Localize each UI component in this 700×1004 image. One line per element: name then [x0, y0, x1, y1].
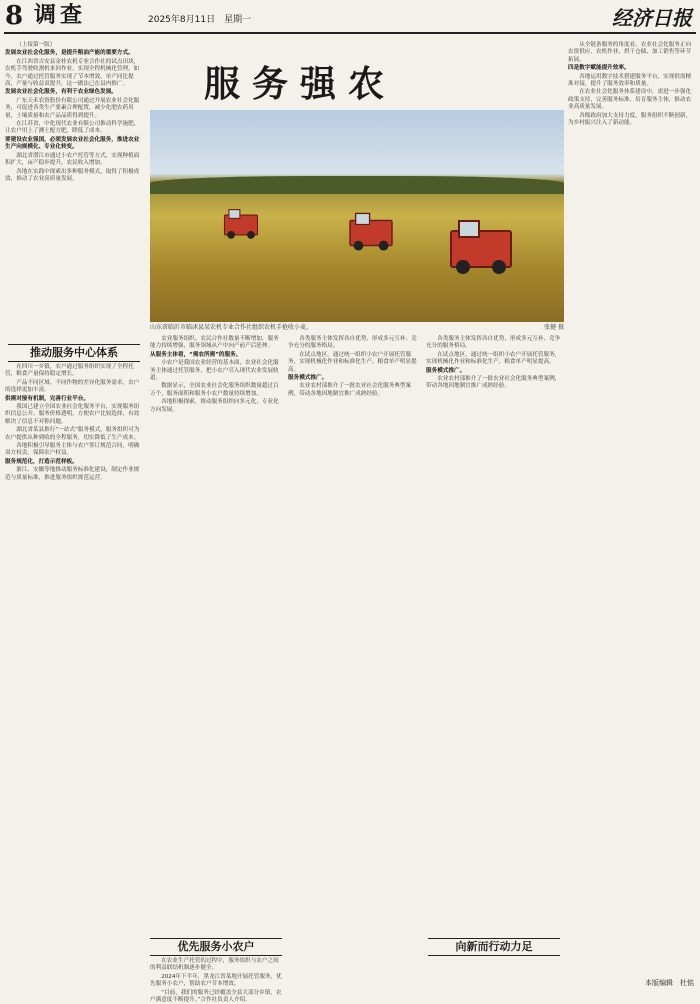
column-2b [150, 958, 282, 1004]
paragraph: 在试点地区，通过统一组织小农户开展托管服务，实现机械化作业和标准化生产，粮食单产明显提高。 [288, 351, 417, 373]
page-number: 8 [5, 1, 24, 31]
paragraph: 在四川一乡镇，农户通过服务组织实现了全程托管，粮食产量保持稳定增长。 [5, 364, 134, 378]
column-4 [426, 336, 562, 936]
paragraph: 各地运用数字技术搭建服务平台，实现供需精准对接，提升了服务效率和质量。 [568, 73, 692, 88]
paragraph: 各地积极引导服务主体与农户签订规范合同，明确双方权责，保障农户权益。 [5, 443, 140, 457]
column-3 [288, 336, 420, 986]
caption-text: 山东省临沂市临沭县某农机专业合作社组织农机手抢收小麦。 [150, 324, 313, 331]
paragraph-subhead: 服务模式推广。 [288, 375, 328, 382]
paragraph-subhead: 发展农业社会化服务，是提升粮油产能的重要方式。 [5, 50, 134, 57]
paragraph: 湖北省某县推行“一站式”服务模式，服务组织可为农户提供从种到收的全程服务，切实降低了生产成本。 [5, 427, 140, 441]
paragraph: 小农户是我国农业经营的基本面，农业社会化服务主体通过托管服务，把小农户引入现代农业发展轨道。 [150, 360, 279, 382]
header-rule [4, 32, 696, 34]
paragraph: 在试点地区，通过统一组织小农户开展托管服务，实现机械化作业和标准化生产，粮食单产明显提高。 [426, 351, 561, 366]
paragraph: 各类服务主体发挥各自优势，形成多元互补、竞争充分的服务格局。 [426, 336, 561, 350]
column-2 [150, 336, 282, 936]
paragraph: 各地积极探索，推动服务组织向多元化、专业化方向发展。 [150, 399, 279, 413]
paragraph: 各级政府加大支持力度，服务组织不断创新，为乡村振兴注入了新动能。 [568, 112, 692, 127]
paragraph-subhead: 四是数字赋能提升效率。 [568, 65, 630, 72]
column-5 [568, 42, 696, 972]
paragraph: 农业农村部推介了一批农业社会化服务典型案例，带动各地因地制宜推广成熟经验。 [288, 383, 412, 397]
paragraph: 我国已建立全国农业社会化服务平台，实现服务组织信息公开、服务价格透明，方便农户比较选择，有效解决了信息不对称问题。 [5, 404, 140, 425]
paragraph: “目前，我们的服务已经覆盖全县大部分乡镇，农户满意度不断提升。”合作社负责人介绍。 [150, 989, 282, 1004]
paragraph: 在江苏省，中化现代农业有限公司推动科学施肥，让农户用上了测土配方肥，降低了成本。 [5, 121, 140, 135]
harvest-photo [150, 110, 564, 322]
paragraph: 在农业社会化服务体系建设中，需进一步强化政策支持，完善服务标准，培育服务主体，推动农业高质量发展。 [568, 89, 692, 111]
harvester-icon [224, 215, 258, 236]
paragraph: 湖北省潜江市通过小农户托管等方式，实现种植面积扩大，亩产稳步提升，农民收入增加。 [5, 152, 140, 167]
paragraph: 各类服务主体发挥各自优势，形成多元互补、竞争充分的服务格局。 [288, 336, 417, 350]
paragraph: 农业农村部推介了一批农业社会化服务典型案例，带动各地因地制宜推广成熟经验。 [426, 376, 561, 390]
paragraph-subhead: 要建设农业强国，必须发展农业社会化服务，推进农业生产向规模化、专业化转变。 [5, 136, 140, 151]
paragraph: 在农业生产托管的过程中，服务组织与农户之间的利益联结机制逐步健全。 [150, 958, 279, 972]
paragraph: 数据显示，全国农业社会化服务组织数量超过百万个，服务面积和服务小农户数量持续增加。 [150, 383, 279, 397]
paragraph-subhead: 服务模式推广。 [426, 367, 466, 374]
paragraph: 浙江、安徽等地推动服务标准化建设，制定作业规范与质量标准，推进服务组织规范运营。 [5, 467, 140, 481]
paragraph-subhead: 发展农业社会化服务，有利于农业绿色发展。 [5, 89, 117, 96]
paragraph: 在江西省吉安县金桂农机专业合作社的试点田块，农机手驾驶收割机来回作业，实现全程机械化管理。如今，农户通过托管服务实现了节本增效，单产同比提高，产量与收益双提升，这一做法已在县内推广。 [5, 58, 140, 88]
paragraph-subhead: 从服务主体看，“需农所需”的服务。 [150, 351, 242, 358]
column-1b [5, 364, 143, 976]
harvester-icon [349, 220, 392, 247]
paragraph: 农业服务组织、农民合作社数量不断增加，服务能力持续增强，服务领域从产中向产前产后延伸。 [150, 336, 279, 350]
page-header [0, 0, 700, 34]
page-editor: 本版编辑 杜铭 [645, 979, 694, 987]
sidebar-title-c: 向新而行动力足 [428, 938, 560, 956]
column-1 [5, 42, 143, 342]
paragraph-subhead: 服务规范化，打造示范样板。 [5, 458, 78, 465]
paragraph: 2024年下半年，黑龙江省某地开展托管服务，优先服务小农户，帮助农户节本增效。 [150, 973, 282, 988]
paragraph: 各地在实践中探索出多种服务模式，取得了积极成效，推动了农业高质量发展。 [5, 168, 140, 182]
masthead-logo: 经济日报 [612, 6, 692, 30]
photo-credit: 张健 摄 [544, 324, 564, 331]
paragraph: 从全链条服务的角度看，农业社会化服务正向农资供应、农机作业、烘干仓储、加工销售等环节拓展。 [568, 42, 692, 63]
article-headline: 服务强农 [203, 64, 396, 105]
section-title: 调查 [34, 3, 87, 28]
paragraph-subhead: 供需对接有机制，完善行业平台。 [5, 395, 89, 402]
sidebar-title-a: 推动服务中心体系 [8, 344, 140, 362]
paragraph: 产品不同区域、不同作物的差异化服务需求，农户的选择更加丰富。 [5, 379, 140, 394]
paragraph: 广东天禾农资股份有限公司通过开展农业社会化服务，可促进各类生产要素合理配置，减少化肥农药用量，土壤质量和农产品品质得到提升。 [5, 97, 140, 119]
issue-date: 2025年8月11日 星期一 [148, 15, 252, 25]
paragraph: （上接第一版） [16, 42, 56, 48]
photo-caption [150, 324, 564, 332]
harvester-icon [450, 230, 512, 268]
treeline [150, 176, 564, 194]
sidebar-title-b: 优先服务小农户 [150, 938, 282, 956]
